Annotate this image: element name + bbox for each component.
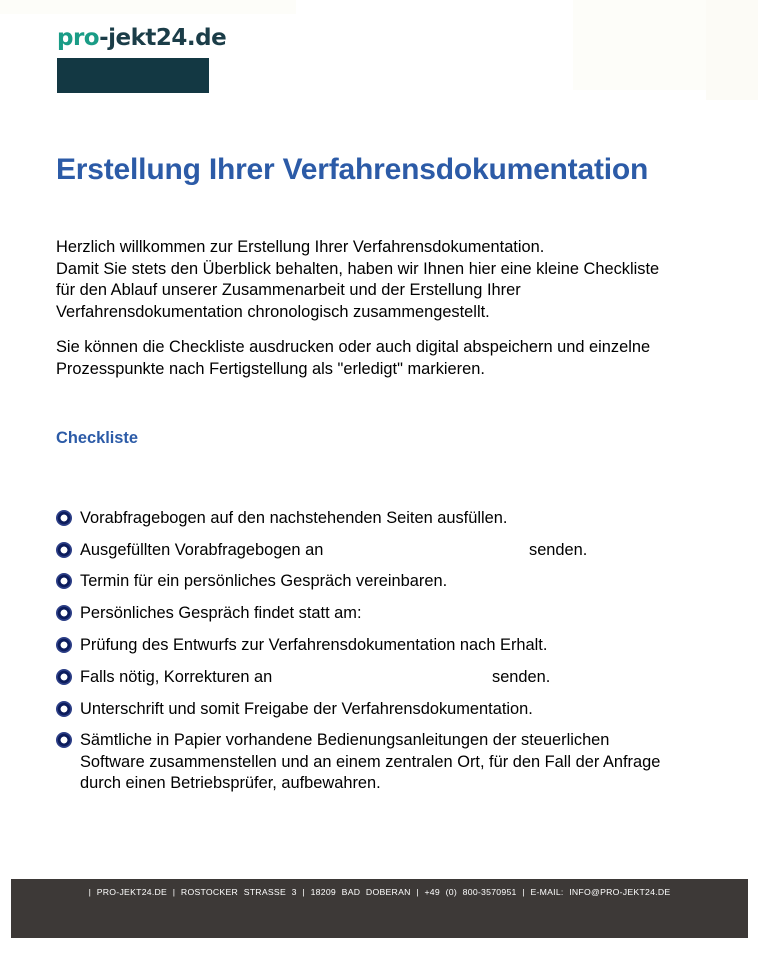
- checklist-item: [56, 571, 447, 593]
- checklist-item: [56, 667, 272, 689]
- checklist-item-text: Persönliches Gespräch findet statt am:: [80, 604, 362, 622]
- checklist-item-text: Prüfung des Entwurfs zur Verfahrensdokumentation nach Erhalt.: [80, 636, 548, 654]
- checklist-item-text: Vorabfragebogen auf den nachstehenden Seiten ausfüllen.: [80, 509, 508, 527]
- header-tint: [0, 0, 296, 14]
- footer-contact-text: | PRO-JEKT24.DE | ROSTOCKER STRASSE 3 | 18209 BAD DOBERAN | +49 (0) 800-3570951 | E-MAIL: INFO@PRO-JEKT24.DE: [88, 887, 671, 897]
- checklist-item-line: Software zusammenstellen und an einem zentralen Ort, für den Fall der Anfrage: [80, 752, 661, 771]
- checklist-item-line: durch einen Betriebsprüfer, aufbewahren.: [80, 774, 381, 792]
- checkbox-bullet-icon[interactable]: [56, 605, 72, 621]
- intro-line: Verfahrensdokumentation chronologisch zusammengestellt.: [56, 302, 490, 321]
- checklist-item: [56, 508, 507, 530]
- logo-bar: [57, 58, 209, 93]
- checklist-item: [56, 540, 323, 562]
- intro-line: Prozesspunkte nach Fertigstellung als "erledigt" markieren.: [56, 359, 485, 378]
- checklist-item: [56, 730, 660, 795]
- checklist-item: [56, 635, 547, 657]
- checkbox-bullet-icon[interactable]: [56, 669, 72, 685]
- checklist-item-suffix: senden.: [529, 541, 588, 559]
- logo-pro: pro: [57, 25, 100, 51]
- intro-line: für den Ablauf unserer Zusammenarbeit und der Erstellung Ihrer: [56, 281, 521, 299]
- checklist-item-text: Ausgefüllten Vorabfragebogen an: [80, 541, 324, 559]
- checkbox-bullet-icon[interactable]: [56, 732, 72, 748]
- intro-line: Damit Sie stets den Überblick behalten, haben wir Ihnen hier eine kleine Checkliste: [56, 259, 660, 278]
- checklist-heading: Checkliste: [56, 429, 138, 447]
- checklist-item-suffix: senden.: [492, 668, 551, 686]
- checkbox-bullet-icon[interactable]: [56, 637, 72, 653]
- logo: [57, 24, 226, 52]
- intro-paragraph: [56, 237, 716, 323]
- checkbox-bullet-icon[interactable]: [56, 573, 72, 589]
- intro-paragraph-2: [56, 337, 726, 380]
- footer: [11, 879, 748, 938]
- intro-line: Sie können die Checkliste ausdrucken oder auch digital abspeichern und einzelne: [56, 338, 651, 356]
- checklist-item-line: Sämtliche in Papier vorhandene Bedienungsanleitungen der steuerlichen: [80, 731, 610, 749]
- header-tint-right-edge: [706, 0, 758, 100]
- logo-rest: -jekt24.de: [99, 25, 227, 51]
- checklist-item: [56, 603, 362, 625]
- checkbox-bullet-icon[interactable]: [56, 701, 72, 717]
- checkbox-bullet-icon[interactable]: [56, 542, 72, 558]
- intro-line: Herzlich willkommen zur Erstellung Ihrer Verfahrensdokumentation.: [56, 238, 545, 256]
- checklist-item-text: Unterschrift und somit Freigabe der Verfahrensdokumentation.: [80, 700, 533, 718]
- page-title: Erstellung Ihrer Verfahrensdokumentation: [56, 153, 649, 186]
- checklist-item: [56, 699, 533, 721]
- checklist-item-text: Termin für ein persönliches Gespräch vereinbaren.: [80, 572, 448, 590]
- checklist-item-text: Falls nötig, Korrekturen an: [80, 668, 273, 686]
- checklist-item-text: [80, 730, 660, 795]
- checkbox-bullet-icon[interactable]: [56, 510, 72, 526]
